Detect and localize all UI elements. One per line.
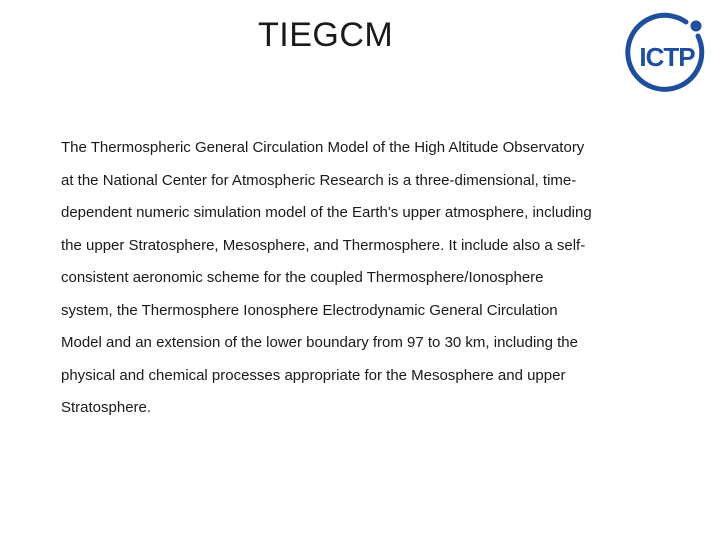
body-line: dependent numeric simulation model of the Earth's upper atmosphere, including [61,204,592,221]
body-line: consistent aeronomic scheme for the coupled Thermosphere/Ionosphere [61,269,544,286]
body-paragraph [61,132,671,425]
ictp-logo-icon [624,12,710,98]
body-line: the upper Stratosphere, Mesosphere, and Thermosphere. It include also a self- [61,236,586,254]
body-line: Stratosphere. [61,399,152,416]
svg-text:ICTP: ICTP [639,42,695,72]
body-line: physical and chemical processes appropriate for the Mesosphere and upper [61,366,566,384]
body-line: system, the Thermosphere Ionosphere Electrodynamic General Circulation [61,301,558,319]
body-line: at the National Center for Atmospheric Research is a three-dimensional, time- [61,171,577,189]
body-line: The Thermospheric General Circulation Model of the High Altitude Observatory [61,139,585,156]
body-line: Model and an extension of the lower boundary from 97 to 30 km, including the [61,334,578,351]
slide-title: TIEGCM [258,16,394,54]
